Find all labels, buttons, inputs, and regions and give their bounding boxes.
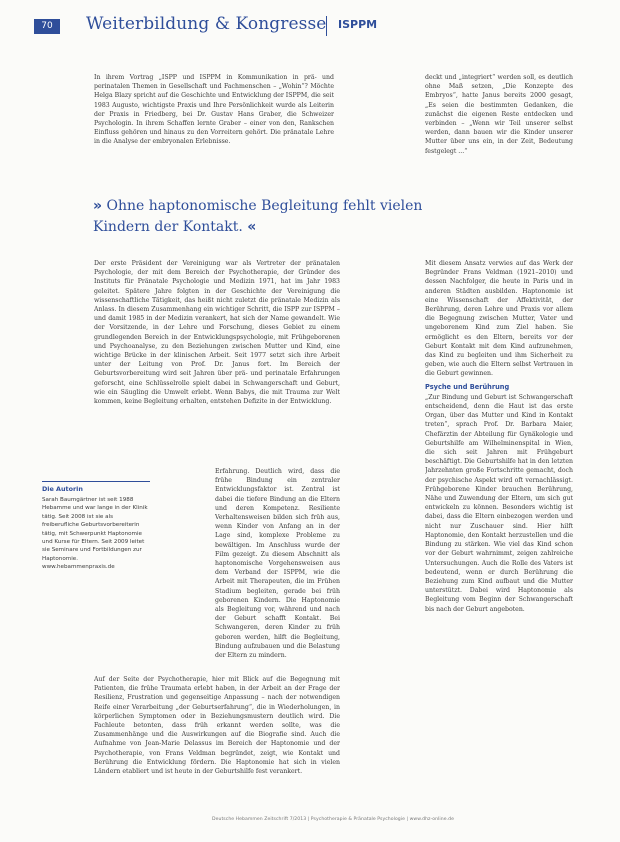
open-quote-icon: » — [93, 198, 103, 214]
main-bottom-text: Auf der Seite der Psychotherapie, hier mit Blick auf die Begegnung mit Patienten, die frühe Traumata erlebt haben, in der Arbeit an der Frage der Resilienz, Frustration und gegenseitige Anpassung – nach der notwendigen Reife einer Verarbeitung „der Geburtserfahrung“, die in Wiederholungen, in körperlichen Symptomen oder in Beziehungsmustern deutlich wird. Die Fachleute betonten, dass früh erkannt werden sollte, was die Zusammenhänge und die Auswirkungen auf die Biografie sind. Auch die Aufnahme von Jean-Marie Delassus im Bereich der Haptonomie und der Psychotherapie, von Frans Veldman begründet, zeigt, wie Kontakt und Berührung die Entwicklung fördern. Die Haptonomie hat sich in vielen Ländern etabliert und ist heute in der Geburtshilfe fest verankert. — [94, 676, 340, 776]
main-bottom-column — [94, 675, 340, 807]
right-column — [425, 259, 573, 807]
section-title: Weiterbildung & Kongresse — [86, 14, 327, 34]
section-org-label: ISPPM — [338, 18, 378, 31]
pull-quote — [93, 196, 433, 238]
close-quote-icon: « — [247, 219, 257, 235]
page-footer: Deutsche Hebammen Zeitschrift 7/2013 | Psychotherapie & Pränatale Psychologie | www.dhz-online.de — [212, 817, 454, 822]
author-box-text: Sarah Baumgärtner ist seit 1988 Hebamme und war lange in der Klinik tätig. Seit 2008 ist sie als freiberufliche Geburtsvorbereiterin tätig, mit Schwerpunkt Haptonomie und Kurse für Eltern. Seit 2009 leitet sie Seminare und Fortbildungen zur Haptonomie. www.hebammenpraxis.de — [42, 497, 148, 571]
page-number-badge: 70 — [34, 19, 60, 34]
header-divider — [326, 16, 327, 36]
right-col-text-1: Mit diesem Ansatz verwies auf das Werk der Begründer Frans Veldman (1921–2010) und dessen Nachfolger, die heute in Paris und in anderen Städten ausbilden. Haptonomie ist eine Wissenschaft der Affektivität, der Berührung, deren Lehre und Praxis vor allem die Begegnung zwischen Mutter, Vater und ungeborenem Kind zum Ziel haben. Sie ermöglicht es den Eltern, bereits vor der Geburt Kontakt mit dem Kind aufzunehmen, das Kind zu begleiten und ihm Sicherheit zu geben, wie auch die Eltern selbst Vertrauen in die Geburt gewinnen. — [425, 260, 573, 378]
intro-left-column — [94, 73, 334, 147]
main-left-column — [94, 259, 340, 467]
right-col-text-2: „Zur Bindung und Geburt ist Schwangerschaft entscheidend, denn die Haut ist das erste Organ, über das Mutter und Kind in Kontakt treten“, sprach Prof. Dr. Barbara Maier, Chefärztin der Abteilung für Gynäkologie und Geburtshilfe am Wilhelminenspital in Wien, die sich seit Jahren mit Frühgeburt beschäftigt. Die Geburtshilfe hat in den letzten Jahrzehnten große Fortschritte gemacht, doch der psychische Aspekt wird oft vernachlässigt. Frühgeborene Kinder brauchen Berührung, Nähe und Zuwendung der Eltern, um sich gut entwickeln zu können. Besonders wichtig ist dabei, dass die Eltern einbezogen werden und nicht nur Zuschauer sind. Hier hilft Haptonomie, den Kontakt herzustellen und die Bindung zu stärken. Wie viel das Kind schon vor der Geburt wahrnimmt, zeigen zahlreiche Untersuchungen. Auch die Rolle des Vaters ist bedeutend, wenn er durch Berührung die Beziehung zum Kind aufbaut und die Mutter unterstützt. Dabei wird Haptonomie als Begleitung vom Beginn der Schwangerschaft bis nach der Geburt angeboten. — [425, 393, 573, 613]
pull-quote-text: Ohne haptonomische Begleitung fehlt vielen Kindern der Kontakt. — [93, 198, 423, 235]
intro-right-column — [425, 73, 573, 156]
author-box — [42, 481, 150, 572]
main-mid-column — [215, 467, 340, 675]
main-mid-text: Erfahrung. Deutlich wird, dass die frühe Bindung ein zentraler Entwicklungsfaktor ist. Zentral ist dabei die tiefere Bindung an die Eltern und deren Kompetenz. Resiliente Verhaltensweisen bilden sich früh aus, wenn Kinder von Anfang an in der Lage sind, komplexe Probleme zu bewältigen. Im Anschluss wurde der Film gezeigt. Zu diesem Abschnitt als haptonomische Vorgehensweisen aus dem Verband der ISPPM, wie die Arbeit mit Therapeuten, die im Frühen Stadium begleiten, gerade bei früh geborenen Kindern. Die Haptonomie als Begleitung vor, während und nach der Geburt schafft Kontakt. Bei Schwangeren, deren Kinder zu früh geboren werden, hilft die Begleitung, Bindung aufzubauen und die Belastung der Eltern zu mindern. — [215, 468, 340, 660]
intro-left-text: In ihrem Vortrag „ISPP und ISPPM in Kommunikation in prä- und perinatalen Themen in Gesellschaft und Fachmenschen – „Wohin“? Möchte Helga Blazy spricht auf die Geschichte und Entwicklung der ISPPM, die seit 1983 Augusto, wichtigste Praxis und Ihre Persönlichkeit wurde als Leiterin der Praxis in Friedberg, bei Dr. Gustav Hans Graber, die Schweizer Psychologin. In ihrem Schaffen lernte Graber – einer von den, Rankschen Einfluss gehören und hinaus zu den Vorreitern gehört. Die pränatale Lehre in die Analyse der embryonalen Erlebnisse. — [94, 74, 334, 146]
author-box-heading: Die Autorin — [42, 485, 83, 493]
main-left-text: Der erste Präsident der Vereinigung war als Vertreter der pränatalen Psychologie, der mit dem Bereich der Psychotherapie, der Gründer des Instituts für Pränatale Psychologie und Medizin 1971, hat im Jahr 1983 geleitet. Spätere Jahre folgten in der Geschichte der Vereinigung die wissenschaftliche Tätigkeit, das heißt nicht zuletzt die pränatale Medizin als Anlass. In diesem Zusammenhang ein wichtiger Schritt, die ISPP zur ISPPM – und damit 1985 in der Medizin verankert, hat sich der Name gewandelt. Wie der Vorsitzende, in der Lehre und Forschung, dieses Gebiet zu einem grundlegenden Bereich in der Entwicklungspsychologie, mit Frühgeborenen und Psychoanalyse, zu den Beziehungen zwischen Mutter und Kind, eine wichtige Brücke in der klinischen Arbeit. Seit 1977 setzt sich ihre Arbeit unter der Leitung von Prof. Dr. Janus fort. Im Bereich der Geburtsvorbereitung wird seit Jahren über prä- und perinatale Erfahrungen geforscht, eine Schlüsselrolle spielt dabei in Schwangerschaft und Geburt, wie ein Säugling die Umwelt erlebt. Wenn Babys, die mit Trauma zur Welt kommen, keine Begleitung erhalten, entstehen Defizite in der Entwicklung. — [94, 260, 340, 406]
right-col-subheading: Psyche und Berührung — [425, 382, 510, 391]
intro-right-text: deckt und „integriert“ werden soll, es deutlich ohne Maß setzen, „Die Konzepte des Embryos“, hatte Janus bereits 2000 gesagt, „Es seien die bestimmten Gedanken, die zunächst die eigenen Reste entdecken und verbinden – „Wenn wir Teil unserer selbst werden, dann bauen wir die Kinder unserer Mutter über uns ein, in der Zeit, Bedeutung festgelegt ...“ — [425, 74, 573, 155]
